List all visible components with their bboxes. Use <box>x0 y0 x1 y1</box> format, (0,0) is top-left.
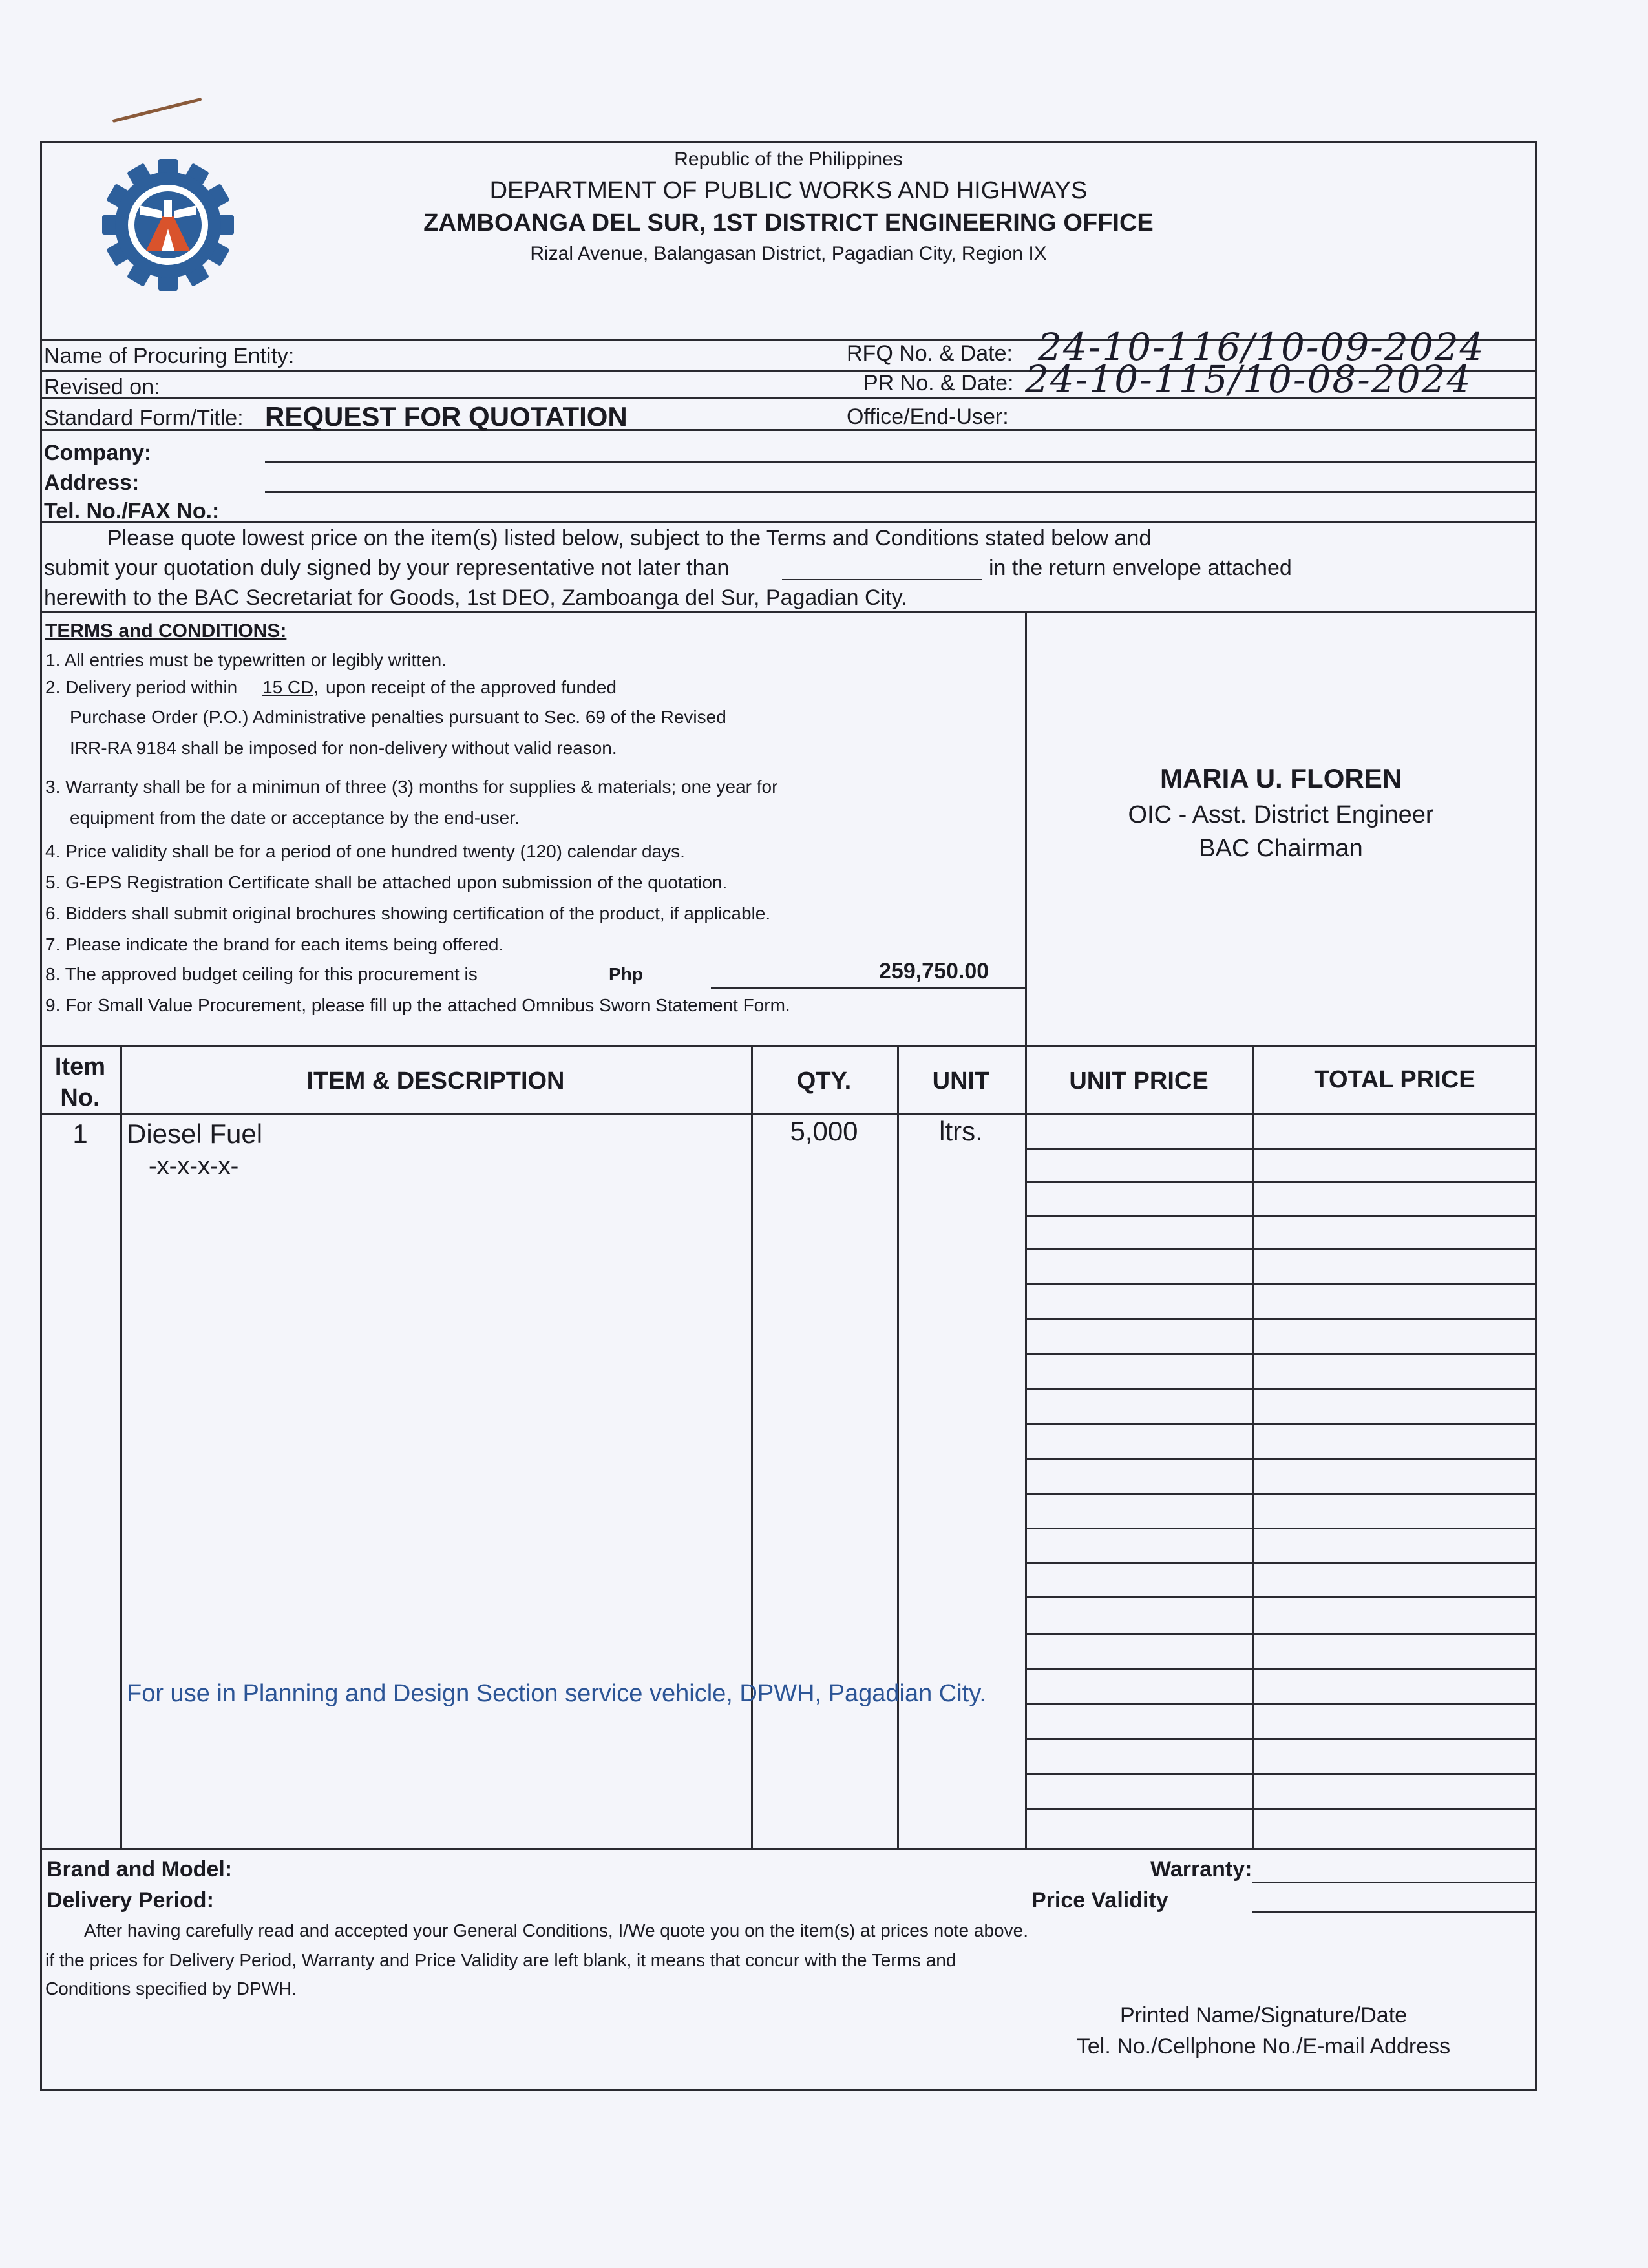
republic-line: Republic of the Philippines <box>674 149 903 170</box>
budget-amount: 259,750.00 <box>879 959 989 983</box>
term-2e: IRR-RA 9184 shall be imposed for non-delivery without valid reason. <box>70 738 617 758</box>
row-description: Diesel Fuel <box>127 1118 263 1149</box>
term-4: 4. Price validity shall be for a period of one hundred twenty (120) calendar days. <box>45 841 685 861</box>
terms-heading: TERMS and CONDITIONS: <box>45 620 287 642</box>
brand-model-label: Brand and Model: <box>47 1857 233 1882</box>
price-grid-line <box>1025 1773 1537 1775</box>
tel-fax-label: Tel. No./FAX No.: <box>44 499 220 523</box>
budget-underline <box>711 987 1025 989</box>
term-8: 8. The approved budget ceiling for this procurement is <box>45 964 478 984</box>
validity-line <box>1252 1911 1537 1913</box>
company-label: Company: <box>44 441 152 465</box>
price-grid-line <box>1025 1215 1537 1217</box>
price-grid-line <box>1025 1181 1537 1183</box>
rfq-label: RFQ No. & Date: <box>847 341 1013 366</box>
price-grid-line <box>1025 1596 1537 1598</box>
rfq-value: 24-10-116/10-09-2024 <box>1038 325 1485 369</box>
row-separator: -x-x-x-x- <box>149 1153 239 1180</box>
term-3b: equipment from the date or acceptance by the end-user. <box>70 808 520 828</box>
price-grid-line <box>1025 1248 1537 1250</box>
office-name: ZAMBOANGA DEL SUR, 1ST DISTRICT ENGINEERING OFFICE <box>423 209 1154 236</box>
term-7: 7. Please indicate the brand for each items being offered. <box>45 934 504 954</box>
term-2d: Purchase Order (P.O.) Administrative penalties pursuant to Sec. 69 of the Revised <box>70 707 726 727</box>
address-label: Address: <box>44 470 140 495</box>
term-9: 9. For Small Value Procurement, please fill up the attached Omnibus Sworn Statement Form. <box>45 995 790 1015</box>
sign-line-1: Printed Name/Signature/Date <box>1119 2003 1408 2028</box>
office-end-user-label: Office/End-User: <box>847 404 1009 429</box>
row-item-no: 1 <box>72 1118 88 1149</box>
price-grid-line <box>1025 1423 1537 1425</box>
price-grid-line <box>1025 1528 1537 1529</box>
price-grid-line <box>1025 1808 1537 1810</box>
price-grid-line <box>1025 1562 1537 1564</box>
office-address: Rizal Avenue, Balangasan District, Pagadian City, Region IX <box>530 243 1047 264</box>
price-grid-line <box>1025 1148 1537 1150</box>
intro-line-3: herewith to the BAC Secretariat for Goods, 1st DEO, Zamboanga del Sur, Pagadian City. <box>44 585 907 610</box>
intro-line-1: Please quote lowest price on the item(s) listed below, subject to the Terms and Conditions stated below and <box>107 526 1152 551</box>
warranty-label: Warranty: <box>1150 1857 1252 1882</box>
price-grid-line <box>1025 1668 1537 1670</box>
signatory-title: OIC - Asst. District Engineer <box>1128 801 1434 828</box>
header-unit: UNIT <box>932 1067 990 1095</box>
price-grid-line <box>1025 1353 1537 1355</box>
staple-mark <box>112 98 202 123</box>
header-qty: QTY. <box>796 1067 852 1095</box>
form-title-label: Standard Form/Title: <box>44 406 244 430</box>
header-unit-price: UNIT PRICE <box>1069 1067 1209 1095</box>
pr-label: PR No. & Date: <box>863 371 1014 395</box>
price-validity-label: Price Validity <box>1031 1888 1168 1913</box>
price-grid-line <box>1025 1458 1537 1460</box>
header-description: ITEM & DESCRIPTION <box>306 1067 565 1095</box>
warranty-line <box>1252 1882 1537 1883</box>
statement-3: Conditions specified by DPWH. <box>45 1979 297 1999</box>
row-qty: 5,000 <box>790 1116 858 1146</box>
procuring-entity-label: Name of Procuring Entity: <box>44 344 295 368</box>
price-grid-line <box>1025 1633 1537 1635</box>
header-total-price: TOTAL PRICE <box>1314 1066 1475 1093</box>
purpose-note: For use in Planning and Design Section service vehicle, DPWH, Pagadian City. <box>127 1680 986 1707</box>
term-2a: 2. Delivery period within <box>45 677 238 697</box>
sign-line-2: Tel. No./Cellphone No./E-mail Address <box>1076 2034 1451 2059</box>
budget-currency: Php <box>609 964 643 984</box>
price-grid-line <box>1025 1703 1537 1705</box>
term-6: 6. Bidders shall submit original brochures showing certification of the product, if applicable. <box>45 903 771 923</box>
price-grid-line <box>1025 1738 1537 1740</box>
delivery-period-label: Delivery Period: <box>47 1888 214 1913</box>
revised-label: Revised on: <box>44 375 160 399</box>
row-unit: ltrs. <box>939 1116 983 1146</box>
term-2-days: 15 CD, <box>262 677 319 697</box>
price-grid-line <box>1025 1388 1537 1390</box>
intro-line-2b: in the return envelope attached <box>989 556 1292 580</box>
form-title-value: REQUEST FOR QUOTATION <box>265 401 628 432</box>
form-frame <box>40 141 1537 2091</box>
term-2c: upon receipt of the approved funded <box>326 677 617 697</box>
header-item-no-2: No. <box>60 1084 100 1111</box>
price-grid-line <box>1025 1493 1537 1495</box>
price-grid-line <box>1025 1318 1537 1320</box>
statement-1: After having carefully read and accepted your General Conditions, I/We quote you on the item(s) at prices note above. <box>84 1920 1028 1940</box>
signatory-role: BAC Chairman <box>1199 835 1363 862</box>
pr-value: 24-10-115/10-08-2024 <box>1025 357 1472 401</box>
statement-2: if the prices for Delivery Period, Warranty and Price Validity are left blank, it means that concur with the Terms and <box>45 1950 956 1970</box>
deadline-blank <box>782 579 982 580</box>
department-name: DEPARTMENT OF PUBLIC WORKS AND HIGHWAYS <box>489 177 1088 204</box>
signatory-name: MARIA U. FLOREN <box>1159 763 1402 793</box>
price-grid-line <box>1025 1283 1537 1285</box>
header-item-no-1: Item <box>54 1053 106 1080</box>
term-3a: 3. Warranty shall be for a minimun of three (3) months for supplies & materials; one year for <box>45 777 778 797</box>
term-1: 1. All entries must be typewritten or legibly written. <box>45 650 447 670</box>
intro-line-2a: submit your quotation duly signed by your representative not later than <box>44 556 730 580</box>
term-5: 5. G-EPS Registration Certificate shall be attached upon submission of the quotation. <box>45 872 728 892</box>
